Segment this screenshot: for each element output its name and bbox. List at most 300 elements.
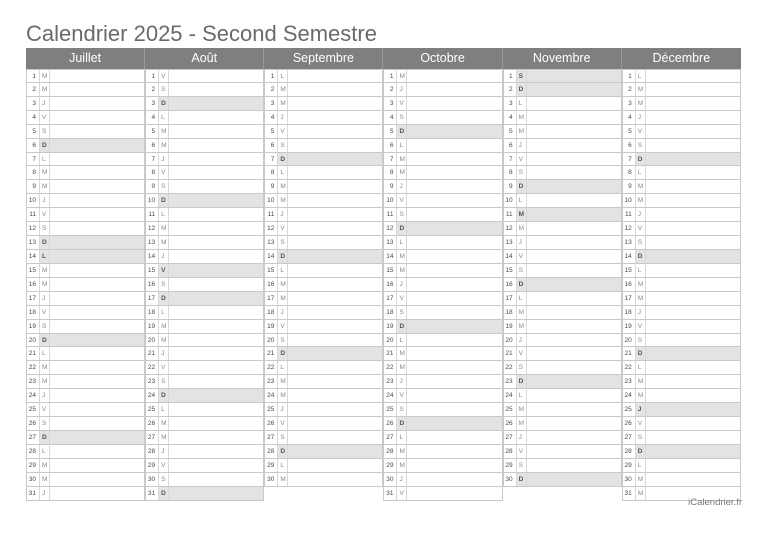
weekday-letter: V (635, 222, 645, 235)
weekday-letter: S (635, 334, 645, 347)
note-cell (49, 166, 145, 179)
weekday-letter: M (158, 417, 168, 430)
day-row (622, 431, 741, 445)
calendar-grid (26, 69, 741, 501)
note-cell (287, 180, 383, 193)
day-row (503, 264, 622, 278)
day-number: 17 (383, 292, 396, 305)
day-row (145, 375, 264, 389)
day-number: 17 (264, 292, 277, 305)
day-number: 24 (145, 389, 158, 402)
day-row (383, 306, 502, 320)
day-row (145, 208, 264, 222)
day-number: 11 (622, 208, 635, 221)
day-number: 17 (503, 292, 516, 305)
day-number: 2 (264, 83, 277, 96)
day-row (145, 320, 264, 334)
weekday-letter: L (39, 153, 49, 166)
weekday-letter: S (396, 111, 406, 124)
weekday-letter: J (516, 431, 526, 444)
note-cell (526, 97, 622, 110)
month-header-july: Juillet (26, 48, 145, 69)
day-number: 6 (264, 139, 277, 152)
note-cell (168, 389, 264, 402)
day-number: 23 (26, 375, 39, 388)
day-number: 27 (503, 431, 516, 444)
note-cell (645, 166, 741, 179)
day-row (264, 306, 383, 320)
day-number: 2 (26, 83, 39, 96)
weekday-letter: S (635, 236, 645, 249)
day-number: 16 (145, 278, 158, 291)
day-row (503, 250, 622, 264)
weekday-letter: M (158, 431, 168, 444)
day-number: 23 (383, 375, 396, 388)
day-row (145, 125, 264, 139)
day-number: 23 (145, 375, 158, 388)
note-cell (526, 347, 622, 360)
weekday-letter: J (39, 194, 49, 207)
note-cell (168, 153, 264, 166)
weekday-letter: J (396, 473, 406, 486)
day-number: 21 (26, 347, 39, 360)
day-number: 27 (383, 431, 396, 444)
day-number: 5 (622, 125, 635, 138)
note-cell (645, 445, 741, 458)
day-number: 24 (26, 389, 39, 402)
note-cell (49, 320, 145, 333)
day-number: 16 (264, 278, 277, 291)
weekday-letter: M (635, 473, 645, 486)
weekday-letter: J (396, 83, 406, 96)
day-number: 30 (264, 473, 277, 486)
day-number: 3 (503, 97, 516, 110)
note-cell (406, 487, 502, 500)
day-number: 18 (26, 306, 39, 319)
note-cell (287, 389, 383, 402)
note-cell (526, 403, 622, 416)
day-row (622, 403, 741, 417)
note-cell (526, 236, 622, 249)
day-number: 7 (145, 153, 158, 166)
day-row (145, 389, 264, 403)
day-number: 9 (145, 180, 158, 193)
day-row (503, 69, 622, 83)
day-number: 24 (503, 389, 516, 402)
note-cell (49, 334, 145, 347)
day-number: 10 (622, 194, 635, 207)
day-row (264, 459, 383, 473)
note-cell (406, 97, 502, 110)
weekday-letter: D (516, 375, 526, 388)
note-cell (287, 278, 383, 291)
weekday-letter: J (158, 347, 168, 360)
day-row (145, 166, 264, 180)
day-number: 4 (264, 111, 277, 124)
weekday-letter: M (396, 70, 406, 82)
weekday-letter: L (396, 236, 406, 249)
weekday-letter: J (277, 306, 287, 319)
day-row (26, 417, 145, 431)
day-number: 29 (26, 459, 39, 472)
day-row (383, 389, 502, 403)
day-number: 27 (26, 431, 39, 444)
note-cell (168, 459, 264, 472)
note-cell (526, 361, 622, 374)
note-cell (168, 236, 264, 249)
day-number: 16 (383, 278, 396, 291)
day-number: 22 (383, 361, 396, 374)
note-cell (287, 125, 383, 138)
weekday-letter: M (277, 389, 287, 402)
weekday-letter: V (158, 264, 168, 277)
day-row (383, 83, 502, 97)
weekday-letter: M (396, 250, 406, 263)
weekday-letter: S (39, 125, 49, 138)
day-row (145, 473, 264, 487)
day-number: 12 (383, 222, 396, 235)
day-row (26, 97, 145, 111)
month-header-december: Décembre (652, 51, 711, 65)
day-row (383, 459, 502, 473)
weekday-letter: D (396, 125, 406, 138)
note-cell (168, 250, 264, 263)
note-cell (49, 278, 145, 291)
note-cell (168, 403, 264, 416)
weekday-letter: D (277, 250, 287, 263)
day-row (145, 459, 264, 473)
day-number: 6 (503, 139, 516, 152)
weekday-letter: V (635, 417, 645, 430)
day-row (383, 403, 502, 417)
day-row (622, 459, 741, 473)
note-cell (526, 70, 622, 82)
weekday-letter: M (516, 403, 526, 416)
note-cell (645, 306, 741, 319)
weekday-letter: V (396, 194, 406, 207)
day-number: 11 (503, 208, 516, 221)
day-row (503, 403, 622, 417)
day-number: 1 (26, 70, 39, 82)
day-number: 30 (26, 473, 39, 486)
day-row (622, 292, 741, 306)
weekday-letter: M (277, 83, 287, 96)
weekday-letter: J (396, 278, 406, 291)
note-cell (645, 417, 741, 430)
day-number: 22 (26, 361, 39, 374)
day-number: 21 (264, 347, 277, 360)
day-number: 25 (145, 403, 158, 416)
day-row (622, 222, 741, 236)
note-cell (49, 153, 145, 166)
day-number: 3 (622, 97, 635, 110)
weekday-letter: V (635, 320, 645, 333)
weekday-letter: J (158, 250, 168, 263)
day-row (622, 125, 741, 139)
note-cell (645, 320, 741, 333)
note-cell (49, 139, 145, 152)
note-cell (168, 264, 264, 277)
day-row (264, 139, 383, 153)
note-cell (645, 70, 741, 82)
note-cell (526, 292, 622, 305)
note-cell (645, 389, 741, 402)
day-row (26, 111, 145, 125)
note-cell (287, 403, 383, 416)
day-row (264, 222, 383, 236)
day-row (26, 194, 145, 208)
note-cell (287, 334, 383, 347)
weekday-letter: M (516, 125, 526, 138)
day-row (503, 473, 622, 487)
month-column-october (383, 69, 502, 501)
note-cell (168, 83, 264, 96)
note-cell (49, 459, 145, 472)
weekday-letter: M (516, 417, 526, 430)
day-number: 16 (622, 278, 635, 291)
note-cell (406, 70, 502, 82)
weekday-letter: L (516, 194, 526, 207)
day-row (383, 445, 502, 459)
day-row (264, 194, 383, 208)
weekday-letter: S (516, 70, 526, 82)
note-cell (406, 361, 502, 374)
day-row (264, 236, 383, 250)
weekday-letter: S (39, 417, 49, 430)
day-number: 22 (264, 361, 277, 374)
day-number: 30 (503, 473, 516, 486)
day-number: 15 (26, 264, 39, 277)
day-row (26, 403, 145, 417)
empty-row (503, 487, 622, 501)
day-row (503, 361, 622, 375)
weekday-letter: V (39, 403, 49, 416)
day-number: 19 (145, 320, 158, 333)
weekday-letter: M (635, 487, 645, 500)
day-row (26, 125, 145, 139)
day-number: 19 (622, 320, 635, 333)
day-row (622, 264, 741, 278)
note-cell (526, 83, 622, 96)
day-row (26, 166, 145, 180)
note-cell (49, 222, 145, 235)
weekday-letter: M (277, 180, 287, 193)
weekday-letter: D (158, 97, 168, 110)
day-number: 8 (622, 166, 635, 179)
weekday-letter: V (277, 417, 287, 430)
day-row (264, 473, 383, 487)
note-cell (168, 445, 264, 458)
weekday-letter: V (277, 222, 287, 235)
weekday-letter: J (277, 208, 287, 221)
day-number: 26 (145, 417, 158, 430)
day-row (264, 166, 383, 180)
day-number: 4 (383, 111, 396, 124)
month-column-august (145, 69, 264, 501)
note-cell (645, 292, 741, 305)
day-number: 16 (503, 278, 516, 291)
weekday-letter: M (635, 278, 645, 291)
weekday-letter: D (635, 153, 645, 166)
day-number: 7 (26, 153, 39, 166)
note-cell (287, 306, 383, 319)
day-row (26, 347, 145, 361)
weekday-letter: V (158, 459, 168, 472)
day-row (503, 166, 622, 180)
day-number: 25 (503, 403, 516, 416)
day-row (503, 83, 622, 97)
note-cell (168, 487, 264, 500)
day-number: 29 (145, 459, 158, 472)
day-number: 8 (145, 166, 158, 179)
day-row (264, 97, 383, 111)
day-number: 8 (264, 166, 277, 179)
day-number: 9 (503, 180, 516, 193)
day-row (145, 83, 264, 97)
note-cell (168, 208, 264, 221)
weekday-letter: L (396, 139, 406, 152)
note-cell (406, 431, 502, 444)
day-row (503, 222, 622, 236)
day-number: 1 (503, 70, 516, 82)
day-number: 12 (503, 222, 516, 235)
day-number: 18 (503, 306, 516, 319)
note-cell (526, 445, 622, 458)
month-header-august: Août (145, 48, 264, 69)
day-row (383, 361, 502, 375)
day-row (26, 139, 145, 153)
month-header-november: Novembre (503, 48, 622, 69)
day-number: 9 (26, 180, 39, 193)
day-row (26, 334, 145, 348)
weekday-letter: M (158, 320, 168, 333)
day-number: 12 (26, 222, 39, 235)
day-number: 10 (145, 194, 158, 207)
note-cell (406, 334, 502, 347)
weekday-letter: S (396, 403, 406, 416)
weekday-letter: S (39, 320, 49, 333)
day-number: 12 (264, 222, 277, 235)
day-number: 26 (264, 417, 277, 430)
note-cell (287, 208, 383, 221)
weekday-letter: V (635, 125, 645, 138)
weekday-letter: D (516, 180, 526, 193)
day-number: 20 (383, 334, 396, 347)
day-number: 14 (622, 250, 635, 263)
note-cell (287, 361, 383, 374)
weekday-letter: L (635, 459, 645, 472)
day-number: 14 (383, 250, 396, 263)
note-cell (645, 250, 741, 263)
weekday-letter: L (635, 166, 645, 179)
weekday-letter: D (158, 194, 168, 207)
day-number: 19 (503, 320, 516, 333)
day-row (145, 222, 264, 236)
day-row (26, 375, 145, 389)
weekday-letter: S (277, 139, 287, 152)
day-number: 21 (622, 347, 635, 360)
day-number: 21 (383, 347, 396, 360)
day-row (622, 111, 741, 125)
day-number: 4 (26, 111, 39, 124)
day-number: 5 (26, 125, 39, 138)
weekday-letter: M (516, 222, 526, 235)
day-row (26, 306, 145, 320)
day-number: 24 (622, 389, 635, 402)
weekday-letter: D (635, 347, 645, 360)
day-row (264, 111, 383, 125)
day-number: 4 (145, 111, 158, 124)
note-cell (406, 125, 502, 138)
weekday-letter: V (516, 250, 526, 263)
day-number: 2 (145, 83, 158, 96)
month-column-july (26, 69, 145, 501)
weekday-letter: M (396, 264, 406, 277)
day-row (503, 320, 622, 334)
weekday-letter: D (158, 487, 168, 500)
day-number: 14 (26, 250, 39, 263)
weekday-letter: D (158, 292, 168, 305)
weekday-letter: S (396, 306, 406, 319)
day-number: 6 (26, 139, 39, 152)
note-cell (49, 111, 145, 124)
weekday-letter: J (635, 403, 645, 416)
note-cell (49, 431, 145, 444)
day-number: 17 (145, 292, 158, 305)
note-cell (168, 334, 264, 347)
weekday-letter: D (635, 250, 645, 263)
day-number: 18 (622, 306, 635, 319)
note-cell (406, 403, 502, 416)
day-row (622, 361, 741, 375)
note-cell (287, 194, 383, 207)
weekday-letter: V (277, 125, 287, 138)
day-number: 27 (264, 431, 277, 444)
day-row (383, 417, 502, 431)
note-cell (406, 459, 502, 472)
day-row (383, 208, 502, 222)
weekday-letter: S (158, 83, 168, 96)
weekday-letter: S (516, 459, 526, 472)
note-cell (645, 431, 741, 444)
weekday-letter: D (516, 473, 526, 486)
day-row (622, 69, 741, 83)
note-cell (645, 361, 741, 374)
day-number: 26 (26, 417, 39, 430)
day-row (26, 320, 145, 334)
weekday-letter: V (396, 97, 406, 110)
weekday-letter: J (158, 445, 168, 458)
day-number: 17 (622, 292, 635, 305)
day-row (264, 334, 383, 348)
weekday-letter: V (516, 445, 526, 458)
day-number: 14 (503, 250, 516, 263)
day-number: 2 (622, 83, 635, 96)
day-number: 16 (26, 278, 39, 291)
day-number: 15 (264, 264, 277, 277)
day-row (383, 334, 502, 348)
page-title: Calendrier 2025 - Second Semestre (26, 21, 377, 46)
note-cell (645, 139, 741, 152)
note-cell (168, 320, 264, 333)
weekday-letter: D (39, 431, 49, 444)
day-row (503, 431, 622, 445)
day-number: 13 (26, 236, 39, 249)
day-number: 27 (622, 431, 635, 444)
note-cell (526, 264, 622, 277)
day-row (264, 264, 383, 278)
day-row (264, 208, 383, 222)
